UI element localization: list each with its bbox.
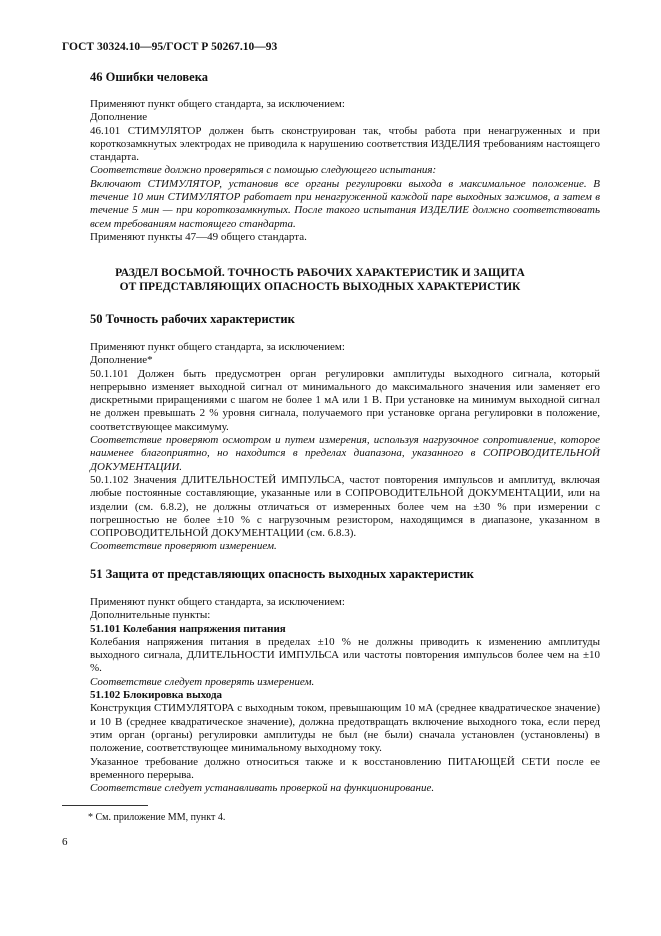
paragraph: Применяют пункт общего стандарта, за исключением: [90,596,345,608]
paragraph: Соответствие следует устанавливать проверкой на функционирование. [90,782,435,795]
paragraph: 50.1.101 Должен быть предусмотрен орган регулировки амплитуды выходного сигнала, который непрерывно изменяет выходной сигнал от минимального до максимального значения или заменяет его дискретными приращениями с шагом не более 1 мА или 1 В. При установке на минимум выходной сигнал не должен превышать 2 % уровня сигнала, получаемого при установке органа регулировки в положение, соответствующее максимуму. [90,367,600,433]
chapter-heading-line-2: ОТ ПРЕДСТАВЛЯЮЩИХ ОПАСНОСТЬ ВЫХОДНЫХ ХАРАКТЕРИСТИК [119,281,521,293]
paragraph: Включают СТИМУЛЯТОР, установив все органы регулировки выхода в максимальное положение. В течение 10 мин СТИМУЛЯТОР работает при ненагруженной каждой паре выходных зажимов, а затем в течение 5 мин — при короткозамкнутых. После такого испытания ИЗДЕЛИЕ должно соответствовать всем требованиям настоящего стандарта. [90,177,600,230]
running-header: ГОСТ 30324.10—95/ГОСТ Р 50267.10—93 [62,41,278,53]
paragraph: Применяют пункты 47—49 общего стандарта. [90,230,307,243]
paragraph: Соответствие проверяют осмотром и путем измерения, используя нагрузочное сопротивление, которое наименее благоприятно, но находится в пределах диапазона, указанного в СОПРОВОДИТЕЛЬНОЙ ДОКУМЕНТАЦИИ. [90,434,600,473]
paragraph: Соответствие должно проверяться с помощью следующего испытания: [90,164,437,177]
section-51-heading: 51 Защита от представляющих опасность выходных характеристик [90,567,474,581]
section-51-body [90,596,600,795]
paragraph: 46.101 СТИМУЛЯТОР должен быть сконструирован так, чтобы работа при ненагруженных и при короткозамкнутых электродах не приводила к нарушению соответствия ИЗДЕЛИЯ требованиям настоящего стандарта. [90,124,600,164]
paragraph: Дополнение [90,111,148,124]
paragraph: Конструкция СТИМУЛЯТОРА с выходным током, превышающим 10 мА (среднее квадратическое значение) и 10 В (среднее квадратическое значение), должна предотвращать включение выходного тока, если перед этим орган (органы) регулировки амплитуды не был (не были) сначала установлен (установлены) в положение, соответствующее минимальному выходному току. [90,702,600,755]
footnote-separator [62,805,148,806]
section-50-heading: 50 Точность рабочих характеристик [90,312,295,326]
section-46-body [90,98,600,244]
footnote: * См. приложение ММ, пункт 4. [88,812,226,823]
paragraph: Колебания напряжения питания в пределах ±10 % не должны приводить к изменению амплитуды выходного сигнала, ДЛИТЕЛЬНОСТИ ИМПУЛЬСА или частоты повторения импульсов более чем на ±10 %. [90,635,600,675]
subsection-heading: 51.102 Блокировка выхода [90,689,223,702]
paragraph: Соответствие следует проверять измерением. [90,675,315,688]
paragraph: Указанное требование должно относиться также и к восстановлению ПИТАЮЩЕЙ СЕТИ после ее временного перерыва. [90,755,600,781]
subsection-heading: 51.101 Колебания напряжения питания [90,622,286,635]
chapter-heading-line-1: РАЗДЕЛ ВОСЬМОЙ. ТОЧНОСТЬ РАБОЧИХ ХАРАКТЕРИСТИК И ЗАЩИТА [115,267,525,279]
section-50-body [90,341,600,554]
chapter-heading [90,266,550,294]
paragraph: Применяют пункт общего стандарта, за исключением: [90,98,345,110]
page-number: 6 [62,836,68,848]
section-46-heading: 46 Ошибки человека [90,70,208,84]
paragraph: Дополнение* [90,354,153,367]
paragraph: 50.1.102 Значения ДЛИТЕЛЬНОСТЕЙ ИМПУЛЬСА, частот повторения импульсов и амплитуд, включая любые постоянные составляющие, указанные или в СОПРОВОДИТЕЛЬНОЙ ДОКУМЕНТАЦИИ, или на изделии (см. 6.8.2), не должны отличаться от измеренных более чем на ±30 % при измерении с погрешностью не более ±10 % с нагрузочным резистором, находящимся в диапазоне, указанном в СОПРОВОДИТЕЛЬНОЙ ДОКУМЕНТАЦИИ (см. 6.8.3). [90,473,600,540]
paragraph: Дополнительные пункты: [90,609,211,622]
paragraph: Соответствие проверяют измерением. [90,540,277,553]
paragraph: Применяют пункт общего стандарта, за исключением: [90,341,345,353]
